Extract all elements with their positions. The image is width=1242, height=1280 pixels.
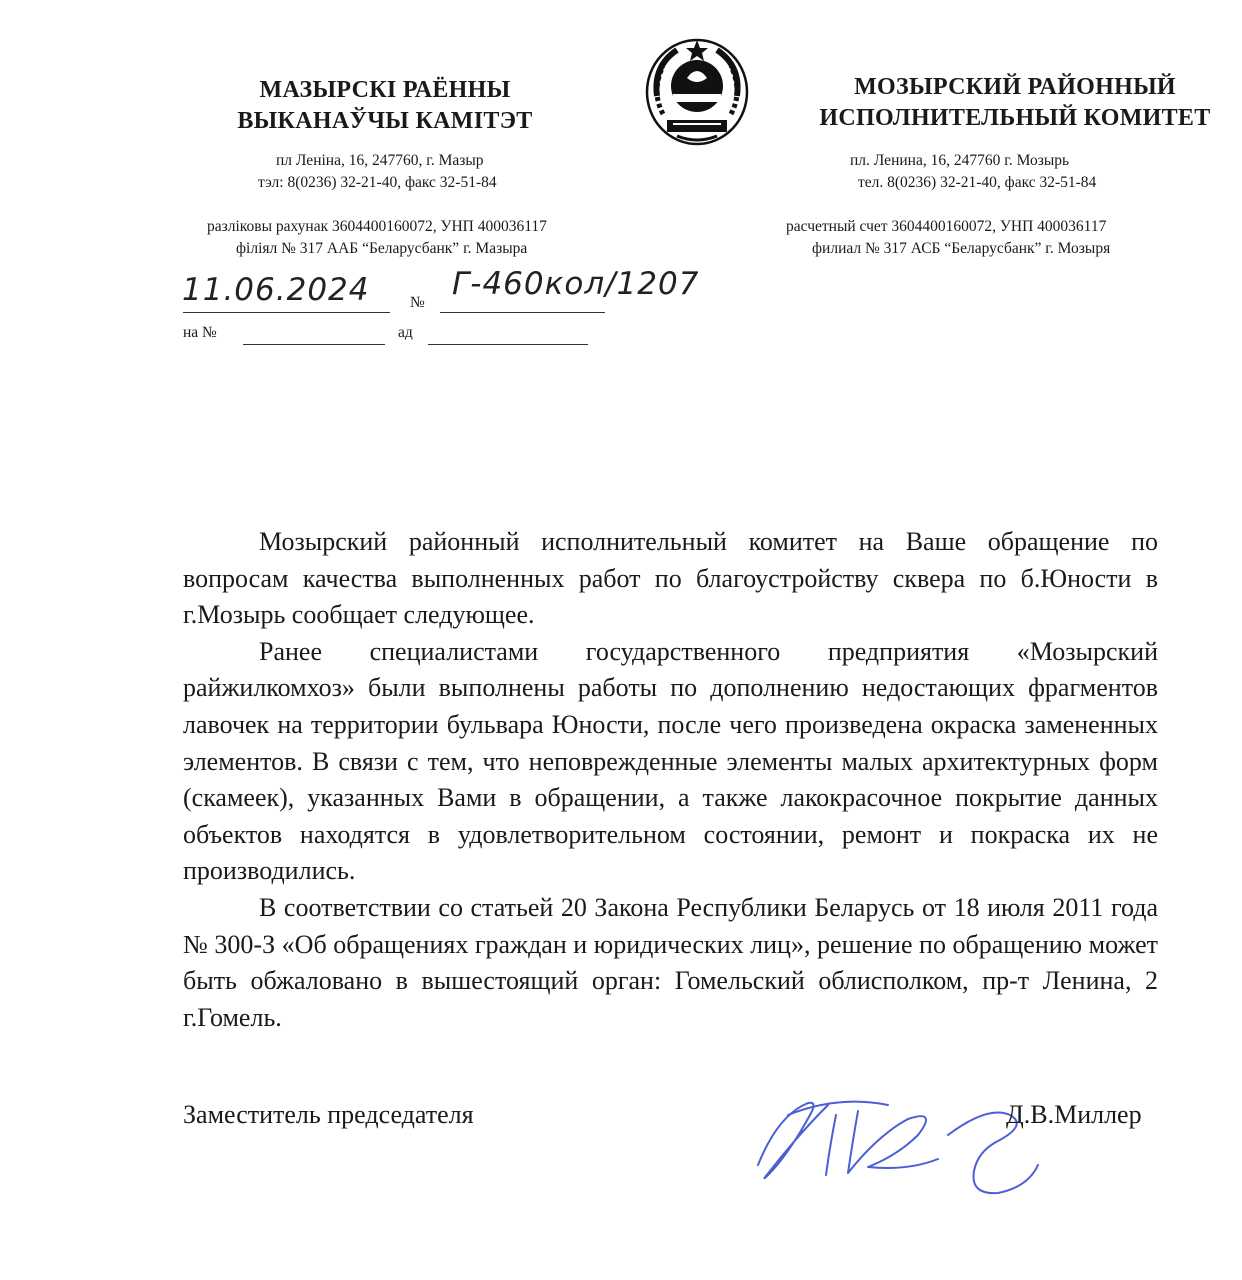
org-title-line2: ИСПОЛНИТЕЛЬНЫЙ КОМИТЕТ (819, 105, 1211, 131)
body-paragraph-3: В соответствии со статьей 20 Закона Республики Беларусь от 18 июля 2011 года № 300-З «Об обращениях граждан и юридических лиц», решение по обращению может быть обжаловано в вышестоящий орган: Гомельский облисполком, пр-т Ленина, 2 г.Гомель. (183, 892, 1158, 1032)
bank-belarusian: філіял № 317 ААБ “Беларусбанк” г. Мазыра (236, 240, 528, 257)
account-belarusian: разліковы рахунак 3604400160072, УНП 400036117 (207, 218, 547, 235)
signatory-position: Заместитель председателя (183, 1100, 474, 1129)
bank-russian: филиал № 317 АСБ “Беларусбанк” г. Мозыря (812, 240, 1111, 257)
body-paragraph-1: Мозырский районный исполнительный комитет на Ваше обращение по вопросам качества выполненных работ по благоустройству сквера по б.Юности в г.Мозырь сообщает следующее. (183, 527, 1158, 630)
account-russian: расчетный счет 3604400160072, УНП 400036117 (786, 218, 1107, 235)
handwritten-signature (748, 1075, 1048, 1205)
org-title-line1: МАЗЫРСКІ РАЁННЫ (259, 77, 511, 103)
number-label: № (410, 294, 425, 311)
reply-to-number-label: на № (183, 324, 217, 341)
reply-to-number-underline (243, 344, 385, 345)
state-emblem (643, 36, 751, 148)
number-underline (440, 312, 605, 313)
reply-to-date-underline (428, 344, 588, 345)
org-title-belarusian (200, 75, 570, 137)
phone-belarusian: тэл: 8(0236) 32-21-40, факс 32-51-84 (258, 174, 497, 191)
phone-russian: тел. 8(0236) 32-21-40, факс 32-51-84 (858, 174, 1097, 191)
date-underline (183, 312, 390, 313)
body-paragraph-2: Ранее специалистами государственного предприятия «Мозырский райжилкомхоз» были выполнены работы по дополнению недостающих фрагментов лавочек на территории бульвара Юности, после чего произведена окраска замененных элементов. В связи с тем, что неповрежденные элементы малых архитектурных форм (скамеек), указанных Вами в обращении, а также лакокрасочное покрытие данных объектов находятся в удовлетворительном состоянии, ремонт и покраска их не производились. (183, 636, 1158, 886)
org-title-line1: МОЗЫРСКИЙ РАЙОННЫЙ (854, 74, 1176, 100)
org-title-line2: ВЫКАНАЎЧЫ КАМІТЭТ (237, 108, 533, 134)
org-title-russian (790, 72, 1240, 134)
reply-to-date-label: ад (398, 324, 413, 341)
signatory-name: Д.В.Миллер (1006, 1100, 1142, 1129)
letter-body (183, 524, 1158, 1036)
outgoing-number: Г-460кол/1207 (452, 266, 700, 302)
outgoing-date: 11.06.2024 (182, 272, 370, 308)
address-belarusian: пл Леніна, 16, 247760, г. Мазыр (276, 152, 484, 169)
address-russian: пл. Ленина, 16, 247760 г. Мозырь (850, 152, 1070, 169)
